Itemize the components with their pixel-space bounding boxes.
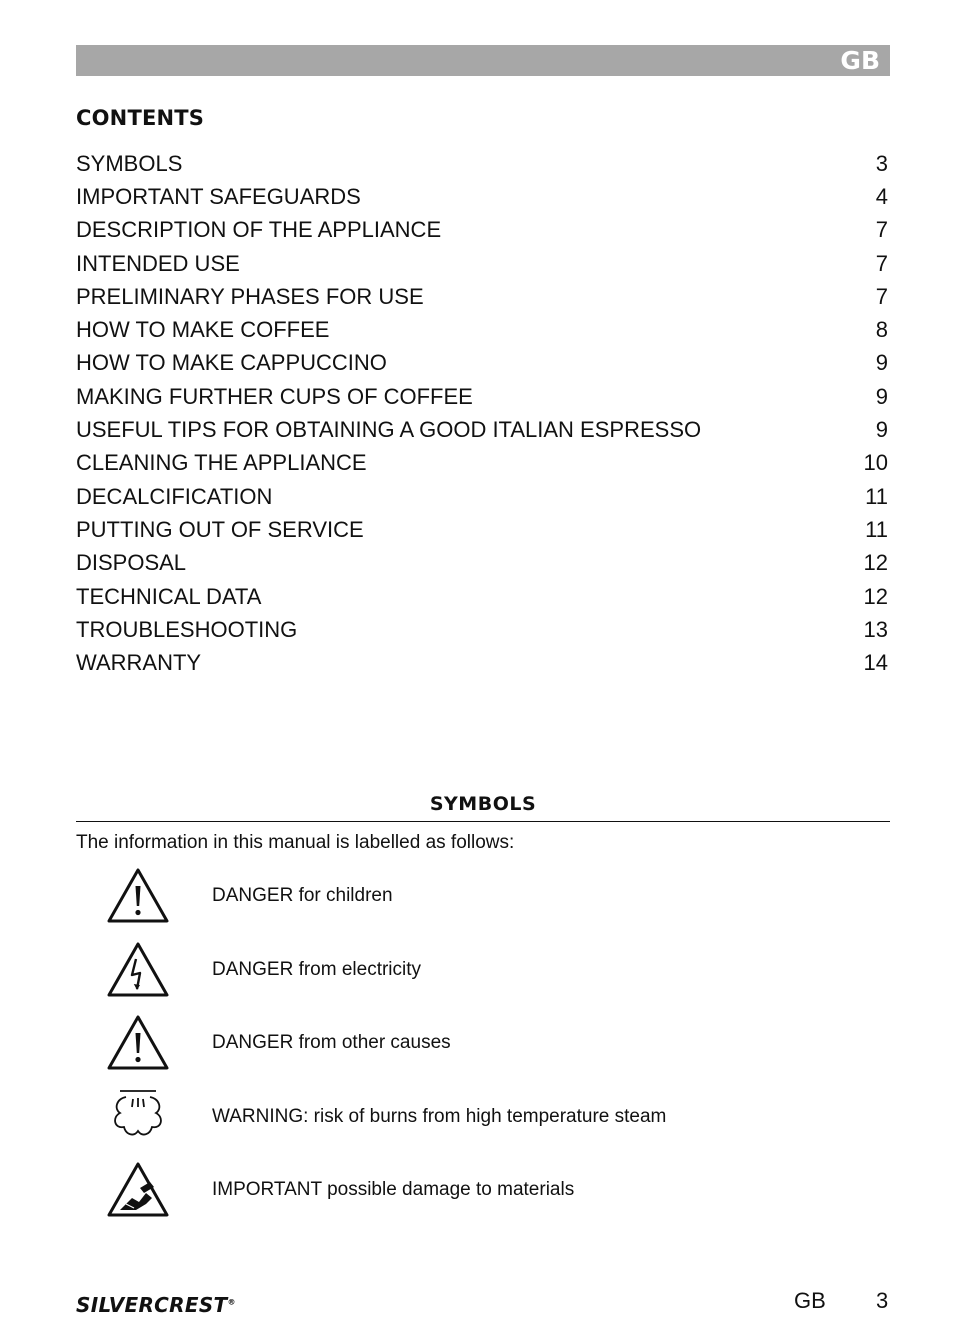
toc-entry <box>76 580 888 613</box>
brand-logo <box>76 1293 236 1317</box>
toc-entry <box>76 180 888 213</box>
toc-label: SYMBOLS <box>76 150 183 176</box>
page-number: 3 <box>876 1288 889 1313</box>
symbol-item <box>76 1087 890 1147</box>
symbol-item <box>76 940 890 1000</box>
toc-label: TECHNICAL DATA <box>76 583 262 609</box>
toc-label: PRELIMINARY PHASES FOR USE <box>76 283 424 309</box>
material-damage-icon <box>106 1160 170 1220</box>
toc-entry <box>76 447 888 480</box>
symbol-description: IMPORTANT possible damage to materials <box>212 1179 575 1200</box>
symbol-description: WARNING: risk of burns from high temperature steam <box>212 1106 667 1127</box>
toc-page: 7 <box>875 217 888 243</box>
toc-label: TROUBLESHOOTING <box>76 616 298 642</box>
toc-entry <box>76 413 888 446</box>
toc-entry <box>76 513 888 546</box>
symbol-item <box>76 1160 890 1220</box>
toc-entry <box>76 147 888 180</box>
symbol-item <box>76 866 890 926</box>
toc-page: 13 <box>863 616 888 642</box>
toc-label: IMPORTANT SAFEGUARDS <box>76 183 361 209</box>
warning-triangle-icon <box>106 866 170 926</box>
warning-triangle-icon <box>106 1013 170 1073</box>
toc-label: DECALCIFICATION <box>76 483 273 509</box>
toc-entry <box>76 247 888 280</box>
toc-page: 7 <box>875 283 888 309</box>
toc-page: 3 <box>875 150 888 176</box>
symbol-description: DANGER from other causes <box>212 1032 451 1053</box>
registered-mark: ® <box>227 1297 236 1307</box>
symbol-description: DANGER from electricity <box>212 959 422 980</box>
toc-page: 9 <box>875 350 888 376</box>
toc-label: CLEANING THE APPLIANCE <box>76 450 367 476</box>
toc-label: USEFUL TIPS FOR OBTAINING A GOOD ITALIAN ESPRESSO <box>76 417 702 443</box>
toc-label: MAKING FURTHER CUPS OF COFFEE <box>76 383 473 409</box>
toc-label: WARRANTY <box>76 650 202 676</box>
section-divider <box>76 821 890 822</box>
header-bar <box>76 45 890 76</box>
toc-page: 4 <box>875 183 888 209</box>
toc-entry <box>76 347 888 380</box>
toc-page: 11 <box>865 483 888 509</box>
electricity-warning-icon <box>106 940 170 1000</box>
toc-label: DESCRIPTION OF THE APPLIANCE <box>76 217 442 243</box>
toc-label: DISPOSAL <box>76 550 187 576</box>
toc-label: HOW TO MAKE COFFEE <box>76 317 330 343</box>
toc-entry <box>76 480 888 513</box>
toc-entry <box>76 380 888 413</box>
toc-entry <box>76 313 888 346</box>
toc-page: 14 <box>863 650 888 676</box>
toc-page: 12 <box>863 583 888 609</box>
toc-page: 7 <box>875 250 888 276</box>
toc-page: 11 <box>865 516 888 542</box>
toc-entry <box>76 280 888 313</box>
toc-entry <box>76 613 888 646</box>
symbols-heading: SYMBOLS <box>429 793 537 815</box>
steam-burn-icon <box>106 1087 170 1147</box>
symbol-item <box>76 1013 890 1073</box>
toc-page: 8 <box>875 317 888 343</box>
toc-label: PUTTING OUT OF SERVICE <box>76 516 364 542</box>
brand-name: SILVERCREST <box>76 1293 228 1317</box>
toc-entry <box>76 214 888 247</box>
toc-page: 9 <box>875 383 888 409</box>
toc-page: 9 <box>875 417 888 443</box>
contents-title: CONTENTS <box>76 106 205 130</box>
toc-entry <box>76 547 888 580</box>
toc-label: HOW TO MAKE CAPPUCCINO <box>76 350 387 376</box>
symbols-intro: The information in this manual is labelled as follows: <box>76 832 515 853</box>
language-badge: GB <box>840 46 880 75</box>
toc-page: 12 <box>863 550 888 576</box>
toc-page: 10 <box>863 450 888 476</box>
toc-entry <box>76 646 888 679</box>
footer-language: GB <box>794 1288 826 1313</box>
symbol-description: DANGER for children <box>212 885 393 906</box>
toc-label: INTENDED USE <box>76 250 240 276</box>
table-of-contents <box>76 147 888 680</box>
